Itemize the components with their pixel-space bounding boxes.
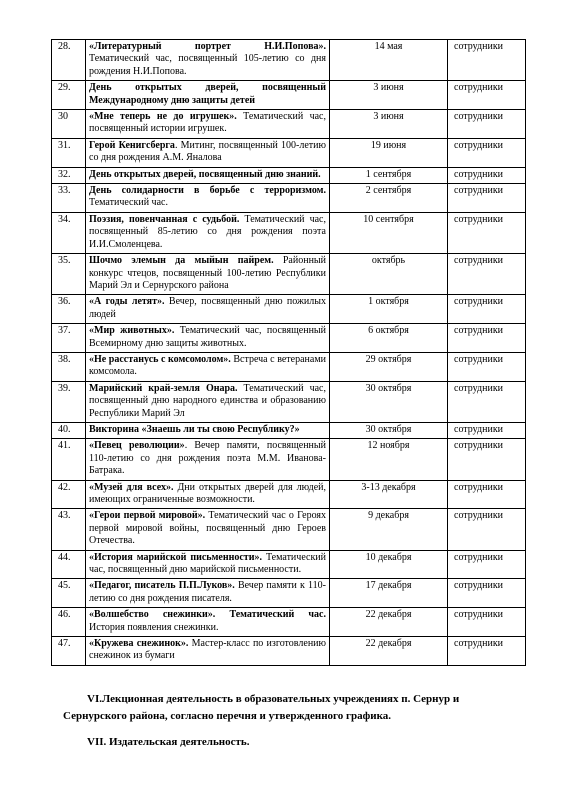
event-responsible: сотрудники: [448, 480, 526, 509]
event-details: Тематический час, посвященный истории игрушек.: [89, 111, 326, 135]
table-row: [52, 81, 526, 110]
event-title: «Мне теперь не до игрушек».: [89, 111, 237, 123]
row-number: 47.: [52, 637, 86, 666]
event-title: «Литературный портрет Н.И.Попова».: [89, 41, 326, 52]
event-details: Вечер памяти к 110- летию со дня рождения писателя.: [89, 580, 326, 604]
event-description: [86, 167, 330, 183]
row-number: 37.: [52, 324, 86, 353]
event-description: [86, 40, 330, 81]
table-row: [52, 381, 526, 422]
table-row: [52, 480, 526, 509]
event-date: 22 декабря: [330, 637, 448, 666]
event-responsible: сотрудники: [448, 381, 526, 422]
event-details: Тематический час, посвященный 85-летию со дня рождения поэта И.И.Смоленцева.: [89, 213, 326, 250]
event-title: День открытых дверей, посвященный дню знаний.: [89, 168, 321, 180]
event-details: Тематический час, посвященный дню народного единства и образованию Республики Марий Эл: [89, 382, 326, 419]
table-row: [52, 324, 526, 353]
row-number: 39.: [52, 381, 86, 422]
table-row: [52, 254, 526, 295]
event-title: «Волшебство снежинки». Тематический час.: [89, 609, 326, 621]
event-description: [86, 212, 330, 253]
event-date: 19 июня: [330, 138, 448, 167]
table-row: [52, 110, 526, 139]
event-date: 3 июня: [330, 81, 448, 110]
event-details: Дни открытых дверей для людей, имеющих ограниченные возможности.: [89, 481, 326, 505]
event-title: «Мир животных».: [89, 325, 175, 337]
event-title: «Музей для всех».: [89, 481, 174, 493]
event-date: 30 октября: [330, 381, 448, 422]
event-date: 30 октября: [330, 422, 448, 438]
event-details: История появления снежинки.: [89, 621, 219, 633]
event-title: День открытых дверей, посвященный Международному дню защиты детей: [89, 82, 326, 106]
table-row: [52, 184, 526, 213]
row-number: 33.: [52, 184, 86, 213]
event-date: 1 сентября: [330, 167, 448, 183]
event-details: . Митинг, посвященный 100-летию со дня рождения А.М. Яналова: [89, 139, 326, 164]
row-number: 41.: [52, 439, 86, 480]
table-row: [52, 579, 526, 608]
event-date: 17 декабря: [330, 579, 448, 608]
event-date: 10 сентября: [330, 212, 448, 253]
event-responsible: сотрудники: [448, 550, 526, 579]
row-number: 43.: [52, 509, 86, 550]
row-number: 28.: [52, 40, 86, 81]
event-description: [86, 608, 330, 637]
event-title: Герой Кенигсберга: [89, 139, 175, 151]
event-responsible: сотрудники: [448, 138, 526, 167]
event-date: октябрь: [330, 254, 448, 295]
event-responsible: сотрудники: [448, 422, 526, 438]
event-responsible: сотрудники: [448, 608, 526, 637]
event-responsible: сотрудники: [448, 352, 526, 381]
section-6-heading-line1: VI.Лекционная деятельность в образовательных учреждениях п. Сернур и: [87, 693, 460, 705]
event-title: «История марийской письменности».: [89, 551, 262, 563]
section-6-heading-line2: Сернурского района, согласно перечня и утвержденного графика.: [63, 710, 392, 722]
event-description: [86, 439, 330, 480]
event-responsible: сотрудники: [448, 212, 526, 253]
table-row: [52, 295, 526, 324]
event-responsible: сотрудники: [448, 295, 526, 324]
event-date: 12 ноября: [330, 439, 448, 480]
event-details: Встреча с ветеранами комсомола.: [89, 353, 327, 378]
row-number: 32.: [52, 167, 86, 183]
event-title: «Педагог, писатель П.П.Луков».: [89, 580, 235, 592]
event-details: Тематический час, посвященный 105-летию со дня рождения Н.И.Попова.: [89, 53, 326, 77]
event-details: Тематический час.: [89, 197, 168, 209]
event-date: 14 мая: [330, 40, 448, 81]
event-details: Тематический час, посвященный дню марийской письменности.: [89, 551, 327, 576]
table-row: [52, 439, 526, 480]
event-details: Тематический час о Героях первой мировой войны, посвященный дню Героев Отечества.: [89, 510, 326, 547]
event-description: [86, 550, 330, 579]
row-number: 45.: [52, 579, 86, 608]
row-number: 46.: [52, 608, 86, 637]
event-description: [86, 81, 330, 110]
table-row: [52, 637, 526, 666]
event-date: 9 декабря: [330, 509, 448, 550]
event-title: Викторина «Знаешь ли ты свою Республику?»: [89, 423, 300, 435]
event-responsible: сотрудники: [448, 184, 526, 213]
event-description: [86, 184, 330, 213]
event-title: «Певец революции»: [89, 440, 185, 452]
event-date: 22 декабря: [330, 608, 448, 637]
row-number: 38.: [52, 352, 86, 381]
table-row: [52, 550, 526, 579]
events-table-body: [52, 40, 526, 666]
row-number: 35.: [52, 254, 86, 295]
event-details: . Вечер памяти, посвященный 110-летию со дня рождения поэта М.М. Иванова-Батрака.: [89, 440, 326, 477]
event-responsible: сотрудники: [448, 167, 526, 183]
event-title: «Кружева снежинок».: [89, 638, 189, 650]
event-description: [86, 422, 330, 438]
event-date: 3-13 декабря: [330, 480, 448, 509]
event-description: [86, 381, 330, 422]
event-description: [86, 637, 330, 666]
row-number: 40.: [52, 422, 86, 438]
event-details: Тематический час, посвященный Всемирному дню защиты животных.: [89, 325, 326, 349]
event-responsible: сотрудники: [448, 637, 526, 666]
table-row: [52, 40, 526, 81]
event-description: [86, 254, 330, 295]
event-description: [86, 110, 330, 139]
event-date: 6 октября: [330, 324, 448, 353]
table-row: [52, 212, 526, 253]
event-description: [86, 295, 330, 324]
row-number: 44.: [52, 550, 86, 579]
event-date: 2 сентября: [330, 184, 448, 213]
events-table: [51, 39, 526, 666]
row-number: 30: [52, 110, 86, 139]
table-row: [52, 608, 526, 637]
event-description: [86, 509, 330, 550]
row-number: 29.: [52, 81, 86, 110]
event-title: День солидарности в борьбе с терроризмом.: [89, 185, 326, 197]
event-title: «Герои первой мировой».: [89, 510, 206, 522]
table-row: [52, 422, 526, 438]
event-title: Марийский край-земля Онара.: [89, 382, 238, 394]
event-description: [86, 138, 330, 167]
event-responsible: сотрудники: [448, 324, 526, 353]
event-responsible: сотрудники: [448, 81, 526, 110]
event-responsible: сотрудники: [448, 509, 526, 550]
row-number: 31.: [52, 138, 86, 167]
event-responsible: сотрудники: [448, 579, 526, 608]
event-title: Поэзия, повенчанная с судьбой.: [89, 213, 240, 225]
event-title: «А годы летят».: [89, 296, 165, 308]
row-number: 34.: [52, 212, 86, 253]
event-details: Мастер-класс по изготовлению снежинок из бумаги: [89, 638, 326, 662]
event-date: 3 июня: [330, 110, 448, 139]
event-responsible: сотрудники: [448, 439, 526, 480]
event-responsible: сотрудники: [448, 40, 526, 81]
event-responsible: сотрудники: [448, 254, 526, 295]
table-row: [52, 138, 526, 167]
table-row: [52, 509, 526, 550]
row-number: 36.: [52, 295, 86, 324]
row-number: 42.: [52, 480, 86, 509]
event-title: «Не расстанусь с комсомолом».: [89, 353, 231, 365]
section-7-heading: VII. Издательская деятельность.: [87, 736, 250, 748]
event-description: [86, 352, 330, 381]
event-date: 1 октября: [330, 295, 448, 324]
event-date: 29 октября: [330, 352, 448, 381]
event-details: Вечер, посвященный дню пожилых людей: [89, 296, 326, 320]
event-date: 10 декабря: [330, 550, 448, 579]
table-row: [52, 167, 526, 183]
event-responsible: сотрудники: [448, 110, 526, 139]
table-row: [52, 352, 526, 381]
event-title: Шочмо элемын да мыйын пайрем.: [89, 255, 274, 267]
event-details: Районный конкурс чтецов, посвященный 100-летию Республики Марий Эл и Сернурского района: [89, 255, 326, 291]
event-description: [86, 579, 330, 608]
event-description: [86, 324, 330, 353]
event-description: [86, 480, 330, 509]
